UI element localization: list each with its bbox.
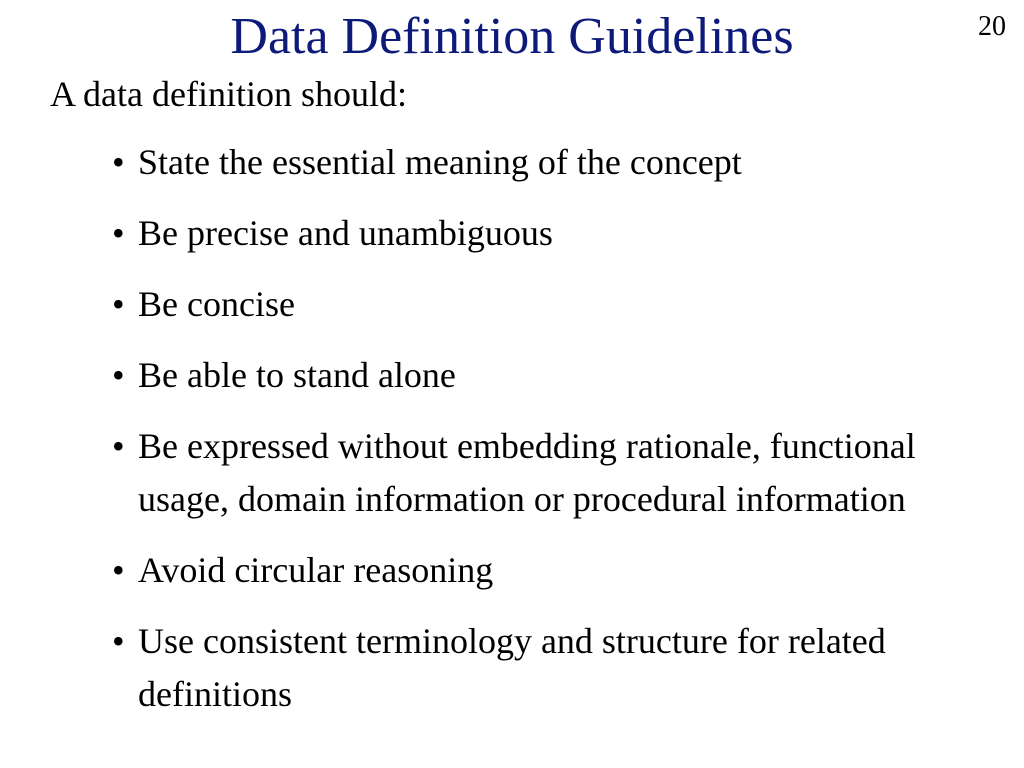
bullet-item — [112, 420, 972, 526]
bullet-text: Be precise and unambiguous — [138, 213, 553, 253]
bullet-text: Be able to stand alone — [138, 355, 456, 395]
bullet-item — [112, 207, 972, 260]
bullet-icon: • — [112, 550, 125, 590]
bullet-text: Be expressed without embedding rationale, functional usage, domain information or procedural information — [138, 426, 916, 519]
bullet-icon: • — [112, 284, 125, 324]
intro-text: A data definition should: — [50, 74, 407, 114]
bullet-list — [112, 136, 972, 739]
bullet-icon: • — [112, 355, 125, 395]
slide-number: 20 — [978, 11, 1006, 42]
bullet-text: Be concise — [138, 284, 295, 324]
bullet-text: State the essential meaning of the concept — [138, 142, 742, 182]
bullet-item — [112, 544, 972, 597]
bullet-icon: • — [112, 621, 125, 661]
bullet-icon: • — [112, 426, 125, 466]
bullet-item — [112, 349, 972, 402]
bullet-icon: • — [112, 142, 125, 182]
bullet-item — [112, 278, 972, 331]
bullet-text: Avoid circular reasoning — [138, 550, 494, 590]
bullet-text: Use consistent terminology and structure for related definitions — [138, 621, 886, 714]
bullet-item — [112, 136, 972, 189]
bullet-item — [112, 615, 972, 721]
bullet-icon: • — [112, 213, 125, 253]
slide-title: Data Definition Guidelines — [230, 8, 794, 65]
